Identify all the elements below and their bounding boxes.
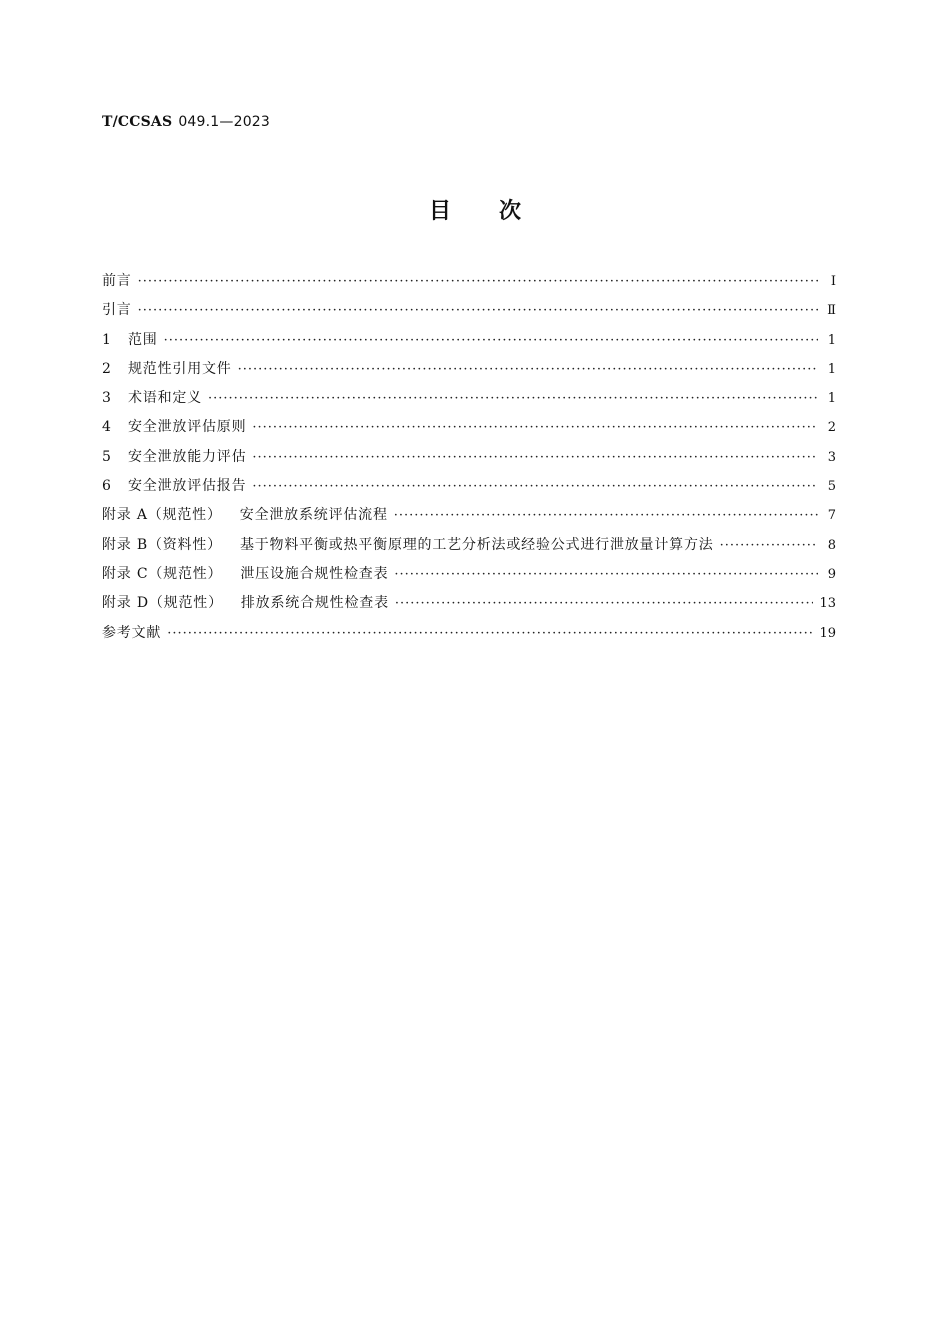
toc-entry-label-group [102,446,246,466]
toc-entry-page: 8 [827,537,836,553]
toc-entry-number: 2 [102,360,112,377]
toc-entry[interactable] [102,329,836,358]
toc-entry-page: 1 [827,332,836,348]
toc-entry-page: 1 [827,361,836,377]
toc-entry-title: 泄压设施合规性检查表 [240,565,389,582]
toc-entry[interactable] [102,622,836,651]
toc-entry-annex-tag: 附录 B（资料性） [102,536,222,553]
toc-entry-label-group [102,592,389,612]
toc-leader-dots [252,479,818,494]
toc-leader-dots [394,508,818,523]
toc-entry-page: Ⅱ [827,303,836,319]
toc-leader-dots [164,333,818,348]
toc-entry-title: 参考文献 [102,624,162,641]
toc-entry[interactable] [102,358,836,387]
toc-entry-number: 1 [102,331,112,348]
toc-entry-title: 安全泄放评估报告 [128,478,247,495]
toc-entry[interactable] [102,534,836,563]
toc-entry-page: 7 [827,508,836,524]
toc-entry-page: 19 [819,625,836,641]
toc-entry-title: 引言 [102,302,132,319]
toc-entry-page: Ⅰ [830,274,836,289]
toc-entry[interactable] [102,270,836,299]
toc-entry-title: 安全泄放系统评估流程 [239,507,388,524]
toc-entry-label-group [102,475,246,495]
toc-entry-label-group [102,416,246,436]
toc-entry-number: 6 [102,478,112,495]
toc-entry[interactable] [102,475,836,504]
toc-leader-dots [208,391,818,406]
toc-entry-number: 3 [102,390,112,407]
toc-entry-page: 2 [827,420,836,436]
toc-entry-number: 5 [102,448,112,465]
toc-entry-page: 13 [819,596,836,612]
toc-entry-title: 排放系统合规性检查表 [240,595,389,612]
toc-entry-title: 安全泄放评估原则 [128,419,247,436]
toc-leader-dots [394,567,818,582]
toc-entry-page: 3 [827,449,836,465]
toc-leader-dots [238,362,818,377]
toc-leader-dots [720,538,818,553]
toc-leader-dots [395,596,814,611]
toc-entry-page: 5 [827,479,836,495]
toc-entry-title: 范围 [128,331,158,348]
toc-entry-label-group [102,563,388,583]
toc-entry-title: 基于物料平衡或热平衡原理的工艺分析法或经验公式进行泄放量计算方法 [239,536,714,553]
toc-entry-label-group [102,387,202,407]
page-title: 目次 [428,199,569,224]
toc-entry-annex-tag: 附录 C（规范性） [102,565,223,582]
toc-entry-annex-tag: 附录 D（规范性） [102,595,223,612]
toc-leader-dots [252,450,818,465]
toc-entry-annex-tag: 附录 A（规范性） [102,507,222,524]
toc-entry-page: 1 [827,391,836,407]
toc-entry[interactable] [102,592,836,621]
toc-entry-label-group [102,534,714,554]
toc-entry-label-group [102,504,388,524]
table-of-contents [102,270,836,651]
toc-entry-number: 4 [102,419,112,436]
standard-code-prefix: T/CCSAS [102,114,173,130]
standard-number: 049.1—2023 [178,114,271,130]
toc-leader-dots [252,420,818,435]
toc-entry-label-group [102,358,232,378]
toc-leader-dots [167,626,813,641]
toc-entry[interactable] [102,563,836,592]
toc-entry-title: 安全泄放能力评估 [128,448,247,465]
toc-leader-dots [138,303,818,318]
toc-leader-dots [138,274,818,289]
toc-entry[interactable] [102,416,836,445]
toc-entry-label-group [102,329,158,349]
toc-entry-label-group [102,622,161,642]
standard-code [102,114,270,130]
toc-entry[interactable] [102,446,836,475]
toc-entry-title: 前言 [102,273,132,289]
toc-entry[interactable] [102,299,836,328]
toc-entry-title: 术语和定义 [128,390,202,407]
toc-entry-label-group [102,299,132,319]
toc-entry-title: 规范性引用文件 [128,360,232,377]
toc-entry[interactable] [102,387,836,416]
toc-entry-page: 9 [827,566,836,582]
toc-entry[interactable] [102,504,836,533]
toc-entry-label-group [102,270,132,290]
